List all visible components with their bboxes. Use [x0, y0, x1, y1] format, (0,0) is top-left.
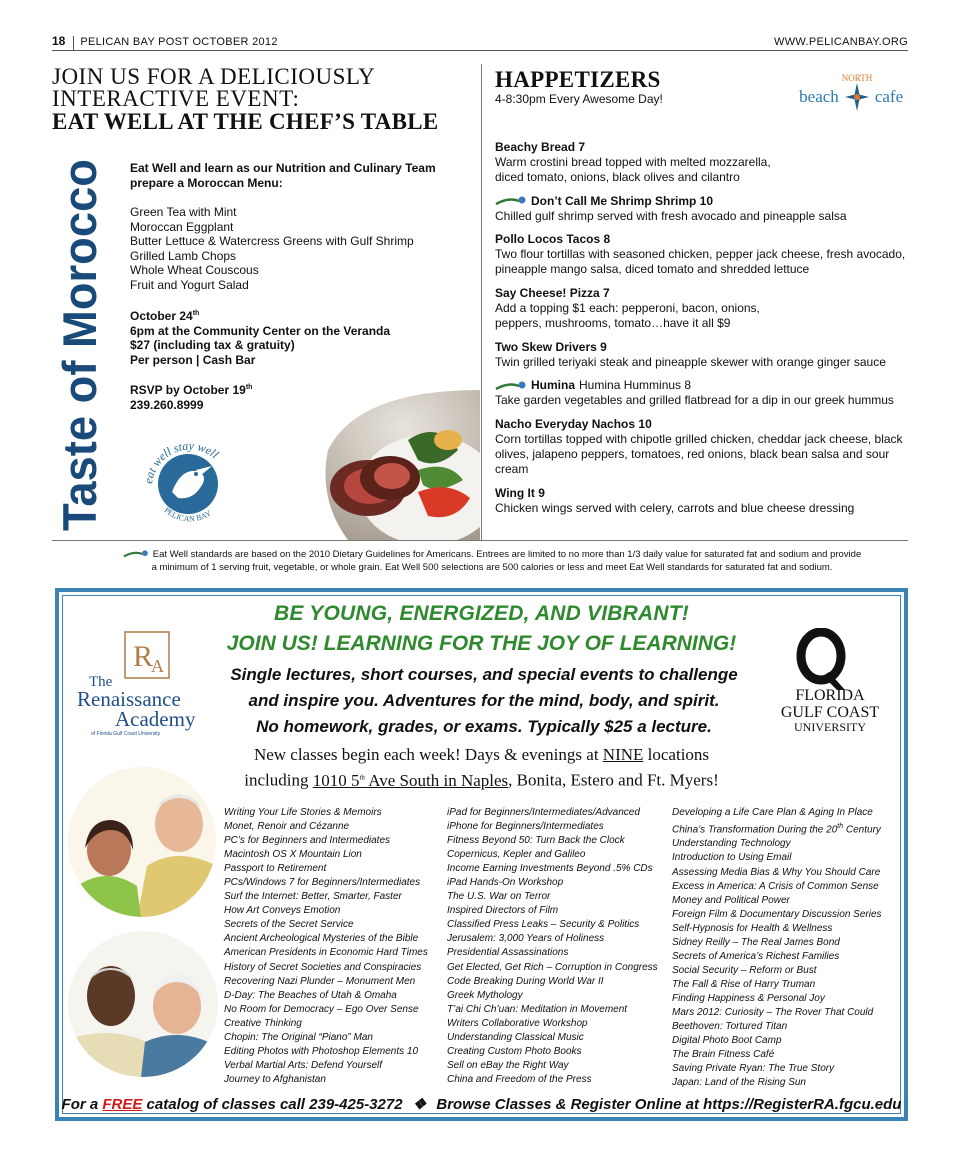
menu-item [495, 340, 910, 370]
intro-line2: prepare a Moroccan Menu: [130, 175, 283, 190]
menu-item-name: Humina Humina Humminus 8 [495, 378, 910, 393]
cafe-logo-left: beach [799, 87, 839, 106]
class-item: How Art Conveys Emotion [224, 905, 341, 917]
class-item: Self-Hypnosis for Health & Wellness [672, 922, 833, 934]
class-item: Understanding Technology [672, 838, 791, 850]
happetizers-title: HAPPETIZERS [495, 67, 661, 92]
class-item: PCs/Windows 7 for Beginners/Intermediates [224, 877, 421, 889]
menu-item-name: Nacho Everyday Nachos 10 [495, 417, 652, 432]
rsvp-phone[interactable]: 239.260.8999 [130, 397, 204, 412]
publication-name: PELICAN BAY POST OCTOBER 2012 [73, 36, 277, 50]
eat-well-stay-well-logo [138, 430, 238, 530]
class-item: Social Security – Reform or Bust [672, 964, 817, 976]
class-item: History of Secret Societies and Conspiracies [224, 961, 422, 973]
article-title-line2: INTERACTIVE EVENT: [52, 86, 300, 111]
class-item: Get Elected, Get Rich – Corruption in Congress [447, 961, 658, 973]
class-list-col1 [224, 806, 449, 1087]
footnote-line1: Eat Well standards are based on the 2010 Dietary Guidelines for Americans. Entrees are limited to no more than 1/3 daily value for saturated fat and sodium and provide [152, 549, 862, 560]
class-item: Beethoven: Tortured Titan [672, 1021, 788, 1033]
menu-item-description: Corn tortillas topped with chipotle grilled chicken, cheddar jack cheese, black [495, 432, 903, 447]
class-item: Code Breaking During World War II [447, 975, 604, 987]
register-online-link[interactable]: Browse Classes & Register Online at https://RegisterRA.fgcu.edu [436, 1096, 902, 1113]
class-item: Sidney Reilly – The Real James Bond [672, 936, 840, 948]
menu-item-name: Don’t Call Me Shrimp Shrimp 10 [495, 194, 910, 209]
class-item: American Presidents in Economic Hard Times [224, 947, 428, 959]
menu-item [495, 140, 910, 185]
class-item: Japan: Land of the Rising Sun [672, 1077, 806, 1089]
moroccan-menu-list [130, 205, 414, 293]
menu-item-name: Two Skew Drivers 9 [495, 339, 607, 354]
diamond-separator-icon: ❖ [412, 1096, 427, 1113]
class-item: The Brain Fitness Café [672, 1049, 775, 1061]
menu-item: Whole Wheat Couscous [130, 263, 259, 278]
class-item: iPad Hands-On Workshop [447, 877, 564, 889]
event-price: $27 (including tax & gratuity) [130, 338, 295, 353]
class-item: Secrets of the Secret Service [224, 919, 354, 931]
menu-item-name: Wing It 9 [495, 485, 545, 500]
menu-item-description: olives, jalapeno peppers, tomatoes, red onions, black bean salsa and sour cream [495, 446, 890, 476]
senior-couple-photo-1 [67, 766, 217, 918]
class-list-col3 [672, 806, 907, 1090]
class-item: Money and Political Power [672, 894, 790, 906]
fgcu-logo [771, 628, 889, 738]
eat-well-leaf-icon [495, 195, 527, 207]
menu-item [495, 232, 910, 277]
class-item: Copernicus, Kepler and Galileo [447, 849, 586, 861]
class-item: D-Day: The Beaches of Utah & Omaha [224, 989, 397, 1001]
class-item: Recovering Nazi Plunder – Monument Men [224, 975, 416, 987]
website-link[interactable]: WWW.PELICANBAY.ORG [774, 36, 908, 48]
menu-item-name: Beachy Bread 7 [495, 140, 586, 154]
senior-couple-photo-2 [67, 930, 219, 1078]
renaissance-academy-ad [55, 588, 908, 1121]
section-divider [52, 540, 908, 541]
class-item: Inspired Directors of Film [447, 905, 559, 917]
menu-item-description: Chicken wings served with celery, carrots and blue cheese dressing [495, 500, 855, 515]
class-item: Greek Mythology [447, 989, 523, 1001]
class-item: Editing Photos with Photoshop Elements 10 [224, 1045, 419, 1057]
svg-text:of Florida Gulf Coast Universi: of Florida Gulf Coast University [91, 731, 161, 737]
eat-well-leaf-icon [123, 549, 149, 559]
intro-text [130, 161, 470, 190]
eat-well-leaf-icon [495, 380, 527, 392]
event-details [130, 307, 390, 367]
class-item: Journey to Afghanistan [224, 1073, 326, 1085]
class-item: Creative Thinking [224, 1017, 302, 1029]
logo-top-text: eat well stay well [141, 438, 222, 485]
rsvp-date: RSVP by October 19th [130, 383, 253, 397]
class-item: iPhone for Beginners/Intermediates [447, 821, 604, 833]
menu-item-description: peppers, mushrooms, tomato…have it all $9 [495, 315, 731, 330]
column-divider [481, 64, 482, 541]
svg-text:The: The [89, 674, 113, 690]
svg-text:Academy: Academy [115, 707, 196, 731]
menu-item [495, 378, 910, 408]
event-per-person: Per person | Cash Bar [130, 352, 256, 367]
menu-item-description: Chilled gulf shrimp served with fresh avocado and pineapple salsa [495, 208, 847, 223]
menu-item [495, 417, 910, 476]
ad-headline1: BE YOUNG, ENERGIZED, AND VIBRANT! [274, 602, 689, 625]
taste-of-morocco-vertical-title [52, 155, 104, 535]
cafe-logo-top: NORTH [841, 73, 873, 83]
menu-item [495, 194, 910, 224]
class-item: Jerusalem: 3,000 Years of Holiness [447, 933, 605, 945]
ad-headline2: JOIN US! LEARNING FOR THE JOY OF LEARNING! [226, 632, 737, 655]
menu-item-description: Twin grilled teriyaki steak and pineapple skewer with orange ginger sauce [495, 354, 886, 369]
class-item: No Room for Democracy – Ego Over Sense [224, 1003, 419, 1015]
class-item: Assessing Media Bias & Why You Should Care [672, 866, 881, 878]
class-item: Secrets of America’s Richest Families [672, 950, 840, 962]
free-catalog-link[interactable]: FREE [102, 1096, 143, 1113]
rsvp-details [130, 381, 252, 412]
menu-item: Green Tea with Mint [130, 205, 237, 219]
footnote-line2: a minimum of 1 serving fruit, vegetable, or whole grain. Eat Well 500 selections are 500 calories or less and meet Eat Well standards for saturated fat and sodium. [151, 562, 833, 573]
vertical-title-text: Taste of Morocco [53, 155, 104, 531]
menu-item: Fruit and Yogurt Salad [130, 277, 249, 292]
class-item: Macintosh OS X Mountain Lion [224, 849, 362, 861]
ad-locations: New classes begin each week! Days & evenings at NINE locations including 1010 5th Ave South in Naples, Bonita, Estero and Ft. Myers! [244, 745, 719, 790]
class-item: Developing a Life Care Plan & Aging In Place [672, 807, 873, 818]
svg-text:A: A [151, 656, 164, 676]
class-item: Ancient Archeological Mysteries of the Bible [224, 933, 419, 945]
svg-text:R: R [133, 640, 154, 673]
ad-tagline: Single lectures, short courses, and special events to challenge and inspire you. Adventures for the mind, body, and spirit. No homework, grades, or exams. Typically $25 a lecture. [230, 665, 738, 736]
class-item: PC’s for Beginners and Intermediates [224, 835, 391, 847]
renaissance-academy-logo [71, 628, 216, 738]
class-item: Creating Custom Photo Books [447, 1045, 582, 1057]
compass-icon [845, 83, 869, 111]
class-item: Introduction to Using Email [672, 852, 792, 864]
svg-text:Renaissance: Renaissance [77, 687, 181, 711]
class-list-col2 [447, 806, 672, 1087]
menu-item [495, 486, 910, 516]
happetizers-hours: 4-8:30pm Every Awesome Day! [495, 92, 663, 106]
svg-text:FLORIDA: FLORIDA [795, 687, 865, 704]
class-item: Verbal Martial Arts: Defend Yourself [224, 1059, 383, 1071]
intro-line1: Eat Well and learn as our Nutrition and Culinary Team [130, 161, 436, 175]
eat-well-footnote [112, 548, 872, 574]
happetizers-menu [495, 140, 910, 524]
class-item: Sell on eBay the Right Way [447, 1059, 569, 1071]
menu-item-name: Say Cheese! Pizza 7 [495, 285, 610, 300]
class-item: Fitness Beyond 50: Turn Back the Clock [447, 835, 625, 847]
class-item: Finding Happiness & Personal Joy [672, 992, 825, 1004]
event-date: October 24th [130, 309, 200, 323]
class-item: China and Freedom of the Press [447, 1073, 592, 1085]
cafe-logo-right: cafe [874, 87, 904, 106]
class-item: Writers Collaborative Workshop [447, 1017, 588, 1029]
class-item: Classified Press Leaks – Security & Politics [447, 919, 640, 931]
north-beach-cafe-logo [795, 70, 910, 116]
menu-item: Moroccan Eggplant [130, 219, 234, 234]
menu-item-description: Take garden vegetables and grilled flatbread for a dip in our greek hummus [495, 393, 894, 408]
class-item: Mars 2012: Curiosity – The Rover That Could [672, 1006, 874, 1018]
class-item: Surf the Internet: Better, Smarter, Faster [224, 891, 402, 903]
class-item: The Fall & Rise of Harry Truman [672, 978, 816, 990]
logo-bottom-text: PELICAN BAY [162, 505, 213, 524]
class-item: Income Earning Investments Beyond .5% CDs [447, 863, 653, 875]
class-item: Understanding Classical Music [447, 1031, 584, 1043]
svg-text:UNIVERSITY: UNIVERSITY [794, 720, 866, 734]
article-title-line3: EAT WELL AT THE CHEF’S TABLE [52, 109, 439, 134]
menu-item: Butter Lettuce & Watercress Greens with Gulf Shrimp [130, 234, 414, 249]
menu-item-description: Warm crostini bread topped with melted mozzarella, [495, 155, 771, 169]
class-item: Monet, Renoir and Cézanne [224, 821, 350, 833]
svg-text:GULF COAST: GULF COAST [780, 704, 880, 721]
class-item: China’s Transformation During the 20th Century [672, 823, 881, 836]
menu-item-description: pineapple mango salsa, diced tomato and shredded lettuce [495, 262, 810, 277]
menu-item [495, 286, 910, 331]
menu-item-description: Two flour tortillas with seasoned chicken, pepper jack cheese, fresh avocado, [495, 247, 906, 262]
page-number: 18 [52, 34, 66, 48]
class-item: Chopin: The Original “Piano” Man [224, 1031, 373, 1043]
class-item: iPad for Beginners/Intermediates/Advanced [447, 807, 640, 818]
page-header [52, 35, 908, 51]
class-item: Foreign Film & Documentary Discussion Series [672, 908, 882, 920]
class-item: Presidential Assassinations [447, 947, 569, 959]
class-item: Digital Photo Boot Camp [672, 1035, 782, 1047]
class-item: Excess in America: A Crisis of Common Sense [672, 880, 879, 892]
menu-item-description: diced tomato, onions, black olives and cilantro [495, 169, 740, 184]
menu-item: Grilled Lamb Chops [130, 248, 237, 263]
ad-footer-cta: For a FREE catalog of classes call 239-425-3272 ❖ Browse Classes & Register Online at https://RegisterRA.fgcu.edu [61, 1096, 902, 1113]
class-item: T’ai Chi Ch’uan: Meditation in Movement [447, 1003, 628, 1015]
class-item: Writing Your Life Stories & Memoirs [224, 807, 382, 818]
lamb-chops-dish-photo [288, 380, 480, 540]
event-time-place: 6pm at the Community Center on the Veranda [130, 323, 391, 338]
class-item: Passport to Retirement [224, 863, 327, 875]
class-item: Saving Private Ryan: The True Story [672, 1063, 835, 1075]
menu-item-description: Add a topping $1 each: pepperoni, bacon, onions, [495, 300, 760, 315]
menu-item-name: Pollo Locos Tacos 8 [495, 232, 611, 247]
article-title-line1: JOIN US FOR A DELICIOUSLY [52, 64, 376, 89]
class-item: The U.S. War on Terror [447, 891, 551, 903]
